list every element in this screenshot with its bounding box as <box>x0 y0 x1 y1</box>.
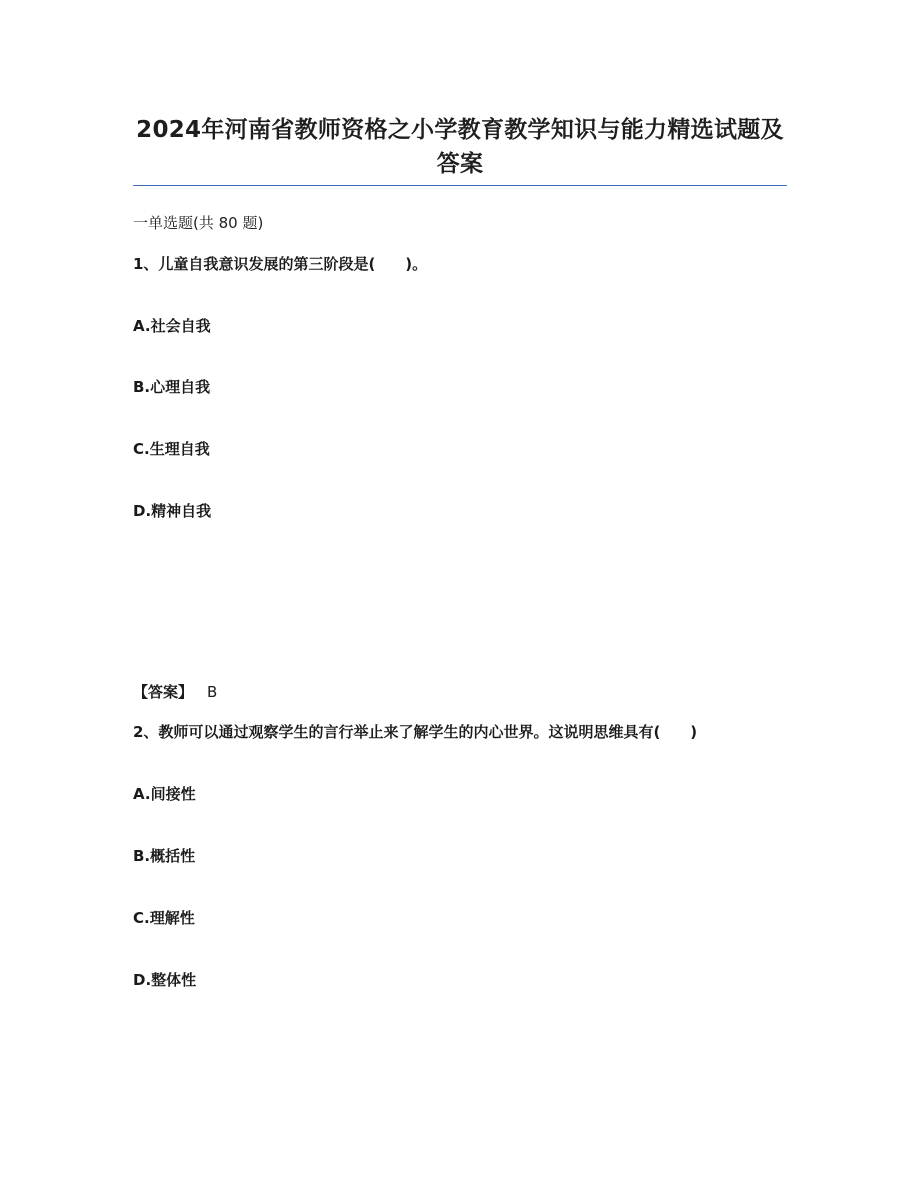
option-c: C.理解性 <box>133 909 195 927</box>
answer-line <box>133 682 217 702</box>
option-d: D.精神自我 <box>133 502 212 520</box>
document-title: 2024年河南省教师资格之小学教育教学知识与能力精选试题及答案 <box>136 117 784 177</box>
option-d: D.整体性 <box>133 971 197 989</box>
title-divider <box>133 185 787 186</box>
option-a: A.社会自我 <box>133 317 211 335</box>
question-stem: 2、教师可以通过观察学生的言行举止来了解学生的内心世界。这说明思维具有( ) <box>133 723 698 741</box>
option-a: A.间接性 <box>133 785 196 803</box>
section-heading: 一单选题(共 80 题) <box>133 214 264 232</box>
answer-label: 【答案】 <box>133 683 194 701</box>
answer-value: B <box>207 683 218 701</box>
question-stem: 1、儿童自我意识发展的第三阶段是( )。 <box>133 255 428 273</box>
option-b: B.心理自我 <box>133 378 211 396</box>
option-b: B.概括性 <box>133 847 196 865</box>
option-c: C.生理自我 <box>133 440 210 458</box>
